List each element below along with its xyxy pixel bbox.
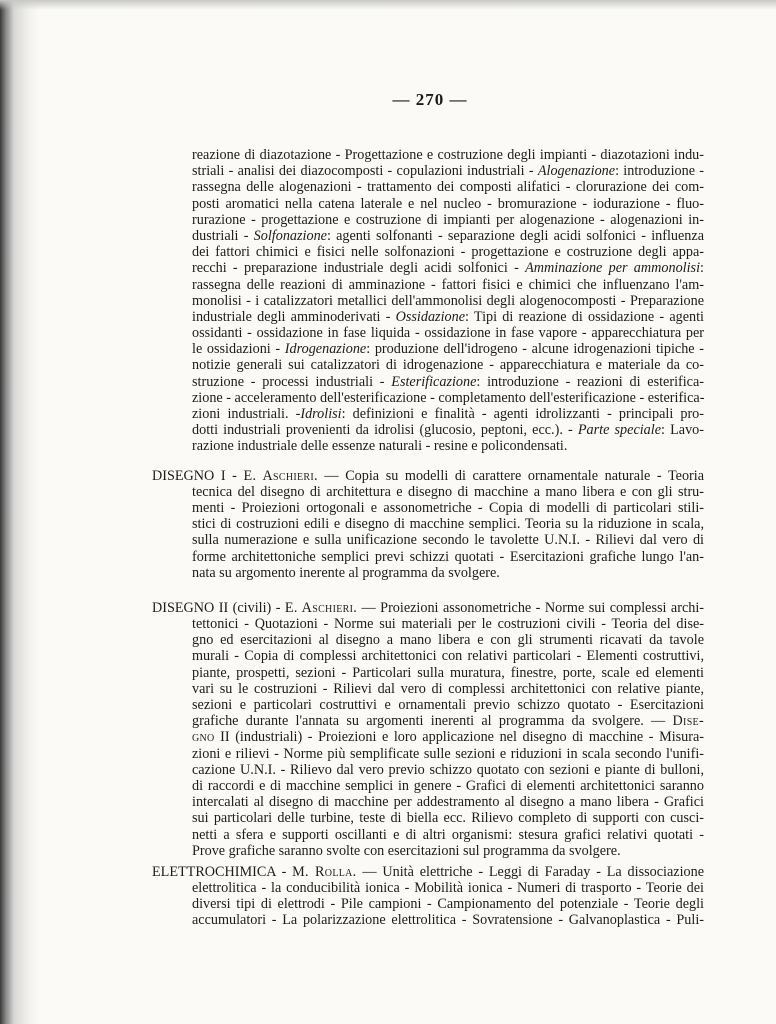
italic-term: Ossidazione bbox=[395, 308, 466, 325]
text-run: cazione U.N.I. - Rilievo dal vero previo schizzo quotato con sezioni e piante di bulloni, bbox=[192, 761, 704, 778]
italic-term: -Idrolisi bbox=[295, 406, 342, 422]
scan-shadow-left bbox=[0, 0, 40, 1024]
text-line bbox=[152, 163, 704, 179]
text-line bbox=[152, 532, 704, 548]
text-line bbox=[152, 244, 704, 260]
text-run: notizie generali sui catalizzatori di idrogenazione - apparecchiatura e materiale da co- bbox=[192, 357, 704, 374]
text-run: dotti industriali provenienti da idrolisi (glucosio, peptoni, ecc.). - bbox=[192, 422, 578, 439]
text-run: dei fattori chimici e fisici nelle solfonazioni - progettazione e costruzione degli appa- bbox=[192, 244, 704, 261]
text-line bbox=[152, 277, 704, 293]
text-line bbox=[152, 406, 704, 422]
text-line bbox=[152, 697, 704, 713]
text-run: zioni industriali. bbox=[192, 406, 296, 422]
text-line bbox=[152, 438, 704, 454]
text-run: elettrolitica - la conducibilità ionica - Mobilità ionica - Numeri di trasporto - Teorie dei bbox=[192, 880, 704, 897]
text-run: DISEGNO I - bbox=[152, 467, 244, 484]
text-run: nata su argomento inerente al programma da svolgere. bbox=[192, 564, 500, 581]
text-run: razione industriale delle essenze naturali - resine e policondensati. bbox=[192, 438, 568, 455]
text-run: : bbox=[700, 260, 704, 277]
text-line bbox=[152, 374, 704, 390]
text-run: sulla numerazione e sulla unificazione secondo le tavolette U.N.I. - Rilievi dal vero di bbox=[192, 532, 704, 549]
text-line bbox=[152, 616, 704, 632]
text-run: vari su le costruzioni - Rilievi dal vero di complessi architettonici con relative piante, bbox=[192, 680, 704, 697]
text-run: — Copia su modelli di carattere ornamentale naturale - Teoria bbox=[317, 467, 704, 484]
text-line bbox=[152, 260, 704, 276]
text-line bbox=[152, 179, 704, 195]
text-run: netti a sfera e supporti oscillanti e di altri organismi: stesura grafici relativi quotati - bbox=[192, 826, 704, 843]
text-line bbox=[152, 196, 704, 212]
text-line bbox=[152, 293, 704, 309]
text-line bbox=[152, 357, 704, 373]
text-run: Prove grafiche saranno svolte con esercitazioni sul programma da svolgere. bbox=[192, 842, 621, 859]
text-run: menti - Proiezioni ortogonali e assonometriche - Copia di modelli di particolari stili- bbox=[192, 499, 704, 516]
paragraph-elettrochimica bbox=[152, 864, 704, 929]
text-run: rassegna delle reazioni di amminazione - fattori fisici e chimici che influenzano l'am- bbox=[192, 276, 704, 293]
text-run: grafiche durante l'annata su argomenti inerenti al programma da svolgere. — bbox=[192, 713, 673, 730]
paragraph-chimica-industriale-continuation bbox=[152, 147, 704, 455]
text-run: rurazione - progettazione e costruzione di impianti per alogenazione - alogenazioni in- bbox=[192, 211, 704, 228]
text-run: accumulatori - La polarizzazione elettrolitica - Sovratensione - Galvanoplastica - Puli- bbox=[192, 912, 704, 929]
text-run: II (industriali) - Proiezioni e loro applicazione nel disegno di macchine - Misura- bbox=[214, 729, 704, 746]
author-name: Dise- bbox=[672, 713, 704, 730]
text-run: : agenti solfonanti - separazione degli acidi solfonici - influenza bbox=[326, 227, 704, 244]
text-run: tecnica del disegno di architettura e disegno di macchine a mano libera e con gli stru- bbox=[192, 483, 704, 500]
text-run: monolisi - i catalizzatori metallici dell'ammonolisi degli alogenocomposti - Preparazione bbox=[192, 292, 704, 309]
text-line bbox=[152, 648, 704, 664]
text-line bbox=[152, 484, 704, 500]
text-line bbox=[152, 880, 704, 896]
text-line bbox=[152, 228, 704, 244]
text-run: ossidanti - ossidazione in fase liquida - ossidazione in fase vapore - apparecchiatura per bbox=[192, 325, 704, 342]
text-run: dustriali - bbox=[192, 227, 254, 244]
text-run: : definizioni e finalità - agenti idrolizzanti - principali pro- bbox=[341, 406, 704, 422]
text-line bbox=[152, 827, 704, 843]
text-run: reazione di diazotazione - Progettazione e costruzione degli impianti - diazotazioni indu- bbox=[192, 147, 704, 163]
text-run: DISEGNO II (civili) - bbox=[152, 599, 285, 616]
italic-term: Alogenazione bbox=[537, 163, 616, 180]
author-name: E. Aschieri. bbox=[284, 599, 358, 616]
text-run: : Lavo- bbox=[661, 422, 704, 439]
text-line bbox=[152, 549, 704, 565]
text-run: — Proiezioni assonometriche - Norme sui complessi archi- bbox=[357, 599, 705, 616]
text-line bbox=[152, 341, 704, 357]
text-run: posti aromatici nella catena laterale e nel nucleo - bromurazione - iodurazione - fluo- bbox=[192, 195, 704, 212]
text-line bbox=[152, 632, 704, 648]
text-line bbox=[152, 912, 704, 928]
text-run: : introduzione - reazioni di esterifica- bbox=[476, 373, 704, 390]
text-run: zioni e rilievi - Norme più semplificate sulle sezioni e riduzioni in scala secondo l'unifi- bbox=[192, 745, 704, 762]
text-line bbox=[152, 665, 704, 681]
text-run: gno ed esercitazioni al disegno a mano libera e con gli strumenti ricavati da tavole bbox=[192, 632, 704, 649]
text-run: di raccordi e di macchine semplici in genere - Grafici di elementi architettonici saranno bbox=[192, 777, 704, 794]
text-run: industriale degli amminoderivati - bbox=[192, 308, 396, 325]
text-run: ELETTROCHIMICA - bbox=[152, 863, 293, 880]
text-line bbox=[152, 422, 704, 438]
text-line bbox=[152, 746, 704, 762]
italic-term: Solfonazione bbox=[253, 227, 327, 244]
text-run: murali - Copia di complessi architettonici con relativi particolari - Elementi costruttivi, bbox=[192, 648, 704, 665]
text-line bbox=[152, 864, 704, 880]
italic-term: Parte speciale bbox=[577, 422, 662, 439]
text-line bbox=[152, 468, 704, 484]
text-line bbox=[152, 516, 704, 532]
text-run: sezioni e particolari costruttivi e ornamentali previo schizzo quotato - Esercitazioni bbox=[192, 697, 704, 713]
paragraph-disegno-i bbox=[152, 468, 704, 581]
text-run: striali - analisi dei diazocomposti - copulazioni industriali - bbox=[192, 163, 538, 180]
text-line bbox=[152, 896, 704, 912]
text-run: diversi tipi di elettrodi - Pile campioni - Campionamento del potenziale - Teorie degli bbox=[192, 896, 704, 913]
author-name: E. Aschieri. bbox=[243, 467, 318, 484]
text-run: piante, prospetti, sezioni - Particolari sulla muratura, finestre, porte, scale ed elementi bbox=[192, 664, 704, 681]
text-line bbox=[152, 713, 704, 729]
text-run: — Unità elettriche - Leggi di Faraday - La dissociazione bbox=[356, 863, 704, 880]
text-run: recchi - preparazione industriale degli acidi solfonici - bbox=[192, 260, 526, 277]
italic-term: Idrogenazione bbox=[284, 341, 367, 358]
scan-shadow-top bbox=[0, 0, 776, 10]
page-number: — 270 — bbox=[392, 90, 468, 109]
text-line bbox=[152, 212, 704, 228]
text-run: forme architettoniche semplici previ schizzi quotati - Esercitazioni grafiche lungo l'an- bbox=[192, 548, 704, 565]
text-line bbox=[152, 794, 704, 810]
text-line bbox=[152, 500, 704, 516]
text-run: intercalati al disegno di macchine per addestramento al disegno a mano libera - Grafici bbox=[192, 794, 704, 811]
text-run: tettonici - Quotazioni - Norme sui materiali per le costruzioni civili - Teoria del dise- bbox=[192, 616, 704, 633]
text-line bbox=[152, 309, 704, 325]
text-run: : introduzione - bbox=[615, 163, 705, 180]
author-name: gno bbox=[192, 729, 215, 746]
text-run: sui particolari delle turbine, teste di biella ecc. Rilievo completo di supporti con cusci- bbox=[192, 810, 704, 827]
text-run: zione - acceleramento dell'esterificazione - completamento dell'esterificazione - esterifica- bbox=[192, 389, 705, 406]
text-line bbox=[152, 390, 704, 406]
text-run: rassegna delle alogenazioni - trattamento dei composti alifatici - clorurazione dei com- bbox=[192, 179, 704, 196]
italic-term: Amminazione per ammonolisi bbox=[525, 260, 701, 277]
text-line bbox=[152, 843, 704, 859]
text-line bbox=[152, 810, 704, 826]
text-line bbox=[152, 762, 704, 778]
text-line bbox=[152, 600, 704, 616]
text-line bbox=[152, 681, 704, 697]
text-line bbox=[152, 325, 704, 341]
author-name: M. Rolla. bbox=[292, 863, 357, 880]
text-line bbox=[152, 565, 704, 581]
text-line bbox=[152, 778, 704, 794]
text-line bbox=[152, 147, 704, 163]
italic-term: Esterificazione bbox=[391, 373, 477, 390]
text-run: struzione - processi industriali - bbox=[192, 373, 392, 390]
text-line bbox=[152, 729, 704, 745]
text-run: le ossidazioni - bbox=[192, 341, 285, 358]
text-run: : Tipi di reazione di ossidazione - agenti bbox=[465, 308, 704, 325]
paragraph-disegno-ii bbox=[152, 600, 704, 859]
text-run: : produzione dell'idrogeno - alcune idrogenazioni tipiche - bbox=[366, 341, 704, 358]
text-run: stici di costruzioni edili e disegno di macchine semplici. Teoria su la riduzione in scala, bbox=[192, 516, 704, 533]
page-body bbox=[152, 147, 704, 929]
